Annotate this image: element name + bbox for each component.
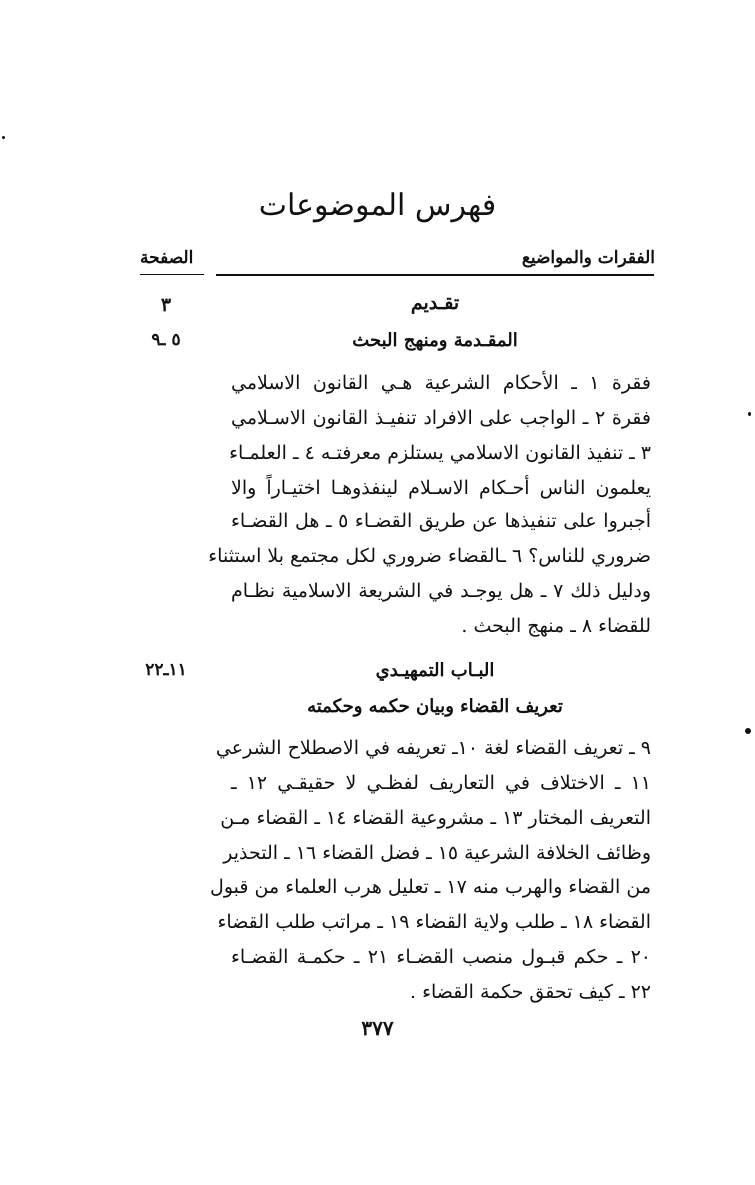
section-line: ودليل ذلك ٧ ـ هل يوجـد في الشريعة الاسلامية نظـام bbox=[231, 580, 651, 602]
scan-speck bbox=[745, 728, 751, 734]
section-line: أجبروا على تنفيذها عن طريق القضـاء ٥ ـ هل القضـاء bbox=[231, 510, 651, 532]
page-folio: ٣٧٧ bbox=[361, 1016, 394, 1040]
section-page-number: ١١ـ٢٢ bbox=[145, 660, 187, 680]
section-page-number: ٣ bbox=[160, 294, 172, 316]
section-line: وظائف الخلافة الشرعية ١٥ ـ فضل القضاء ١٦ ـ التحذير bbox=[223, 842, 651, 864]
section-heading: البـاب التمهيـدي bbox=[375, 660, 495, 681]
section-line: التعريف المختار ١٣ ـ مشروعية القضاء ١٤ ـ القضاء مـن bbox=[220, 807, 651, 829]
scan-speck bbox=[748, 412, 751, 416]
page-title: فهرس الموضوعات bbox=[258, 188, 497, 223]
section-line: من القضاء والهرب منه ١٧ ـ تعليل هرب العلماء من قبول bbox=[210, 876, 651, 898]
scan-speck bbox=[2, 136, 5, 139]
topics-column-header: الفقرات والمواضيع bbox=[521, 248, 655, 268]
header-rule bbox=[216, 274, 654, 276]
section-line: فقرة ١ ـ الأحكام الشرعية هـي القانون الاسلامي bbox=[231, 372, 651, 394]
section-line: ٢٢ ـ كيف تحقق حكمة القضاء . bbox=[409, 981, 651, 1003]
section-line: للقضاء ٨ ـ منهج البحث . bbox=[461, 615, 651, 637]
section-heading: المقـدمة ومنهج البحث bbox=[352, 330, 518, 351]
section-line: ٩ ـ تعريف القضاء لغة ١٠ـ تعريفه في الاصطلاح الشرعي bbox=[215, 737, 651, 759]
section-line: يعلمون الناس أحـكام الاسـلام لينفذوهـا اختيـاراً والا bbox=[231, 477, 651, 499]
section-line: ١١ ـ الاختلاف في التعاريف لفظـي لا حقيقـي ١٢ ـ bbox=[231, 772, 651, 794]
section-page-number: ٥ ـ٩ bbox=[151, 330, 181, 350]
section-line: القضاء ١٨ ـ طلب ولاية القضاء ١٩ ـ مراتب طلب القضاء bbox=[217, 911, 651, 933]
page-header-rule bbox=[140, 274, 204, 275]
section-line: فقرة ٢ ـ الواجب على الافراد تنفيـذ القانون الاسـلامي bbox=[231, 407, 651, 429]
section-subheading: تعريف القضاء وبيان حكمه وحكمته bbox=[307, 696, 563, 717]
section-heading: تقـديم bbox=[410, 292, 460, 314]
section-line: ٢٠ ـ حكم قبـول منصب القضـاء ٢١ ـ حكمـة القضـاء bbox=[231, 946, 651, 968]
page-column-header: الصفحة bbox=[140, 248, 194, 268]
section-line: ضروري للناس؟ ٦ ـالقضاء ضروري لكل مجتمع بلا استثناء bbox=[208, 545, 651, 567]
section-line: ٣ ـ تنفيذ القانون الاسلامي يستلزم معرفتـه ٤ ـ العلمـاء bbox=[229, 442, 651, 464]
